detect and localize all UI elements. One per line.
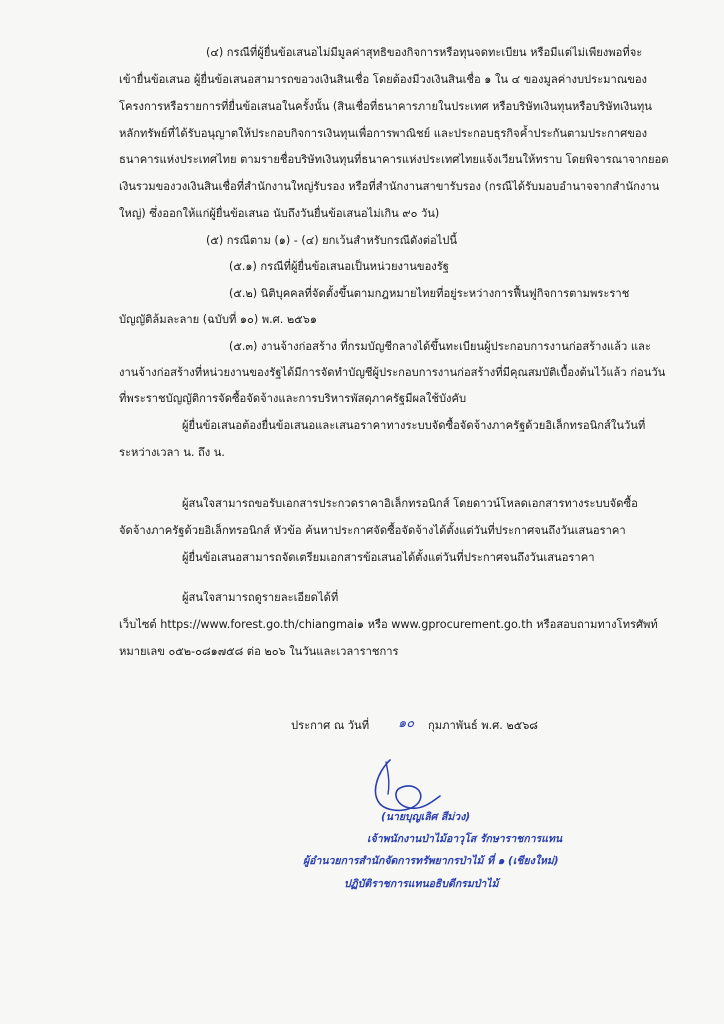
download-line-1: ผู้สนใจสามารถขอรับเอกสารประกวดราคาอิเล็กทรอนิกส์ โดยดาวน์โหลดเอกสารทางระบบจัดซื้อ — [182, 497, 638, 510]
announce-day: ๑๐ — [398, 716, 415, 731]
announce-label: ประกาศ ณ วันที่ — [291, 719, 370, 732]
para5-2-line-1: (๕.๒) นิติบุคคลที่จัดตั้งขึ้นตามกฎหมายไทยที่อยู่ระหว่างการฟื้นฟูกิจการตามพระราช — [229, 287, 630, 300]
signatory-title-3: ปฏิบัติราชการแทนอธิบดีกรมป่าไม้ — [344, 878, 499, 890]
para5-2-line-2: บัญญัติล้มละลาย (ฉบับที่ ๑๐) พ.ศ. ๒๕๖๑ — [119, 313, 317, 326]
para5-3-line-2: งานจ้างก่อสร้างที่หน่วยงานของรัฐได้มีการจัดทำบัญชีผู้ประกอบการงานก่อสร้างที่มีคุณสมบัติเบื้องต้นไว้แล้ว ก่อนวัน — [119, 366, 666, 379]
contact-line-1: ผู้สนใจสามารถดูรายละเอียดได้ที่ — [182, 591, 339, 604]
announce-month-year: กุมภาพันธ์ พ.ศ. ๒๕๖๘ — [428, 719, 538, 732]
para4-line-6: เงินรวมของวงเงินสินเชื่อที่สำนักงานใหญ่รับรอง หรือที่สำนักงานสาขารับรอง (กรณีได้รับมอบอำนาจจากสำนักงาน — [119, 180, 660, 193]
submit-line-1: ผู้ยื่นข้อเสนอต้องยื่นข้อเสนอและเสนอราคาทางระบบจัดซื้อจัดจ้างภาครัฐด้วยอิเล็กทรอนิกส์ในวันที่ — [182, 419, 646, 432]
para5-3-line-3: ที่พระราชบัญญัติการจัดซื้อจัดจ้างและการบริหารพัสดุภาครัฐมีผลใช้บังคับ — [119, 392, 467, 405]
para5-1: (๕.๑) กรณีที่ผู้ยื่นข้อเสนอเป็นหน่วยงานของรัฐ — [229, 260, 449, 273]
contact-line-3: หมายเลข ๐๕๒-๐๘๑๗๕๘ ต่อ ๒๐๖ ในวันและเวลาราชการ — [119, 645, 399, 658]
para4-line-2: เข้ายื่นข้อเสนอ ผู้ยื่นข้อเสนอสามารถขอวงเงินสินเชื่อ โดยต้องมีวงเงินสินเชื่อ ๑ ใน ๔ ของมูลค่างบประมาณของ — [119, 73, 648, 86]
contact-line-2: เว็บไซต์ https://www.forest.go.th/chiangmai๑ หรือ www.gprocurement.go.th หรือสอบถามทางโทรศัพท์ — [119, 618, 658, 631]
para4-line-5: ธนาคารแห่งประเทศไทย ตามรายชื่อบริษัทเงินทุนที่ธนาคารแห่งประเทศไทยแจ้งเวียนให้ทราบ โดยพิจารณาจากยอด — [119, 153, 669, 166]
signatory-name: (นายบุญเลิศ สีม่วง) — [381, 811, 471, 823]
para4-line-1: (๔) กรณีที่ผู้ยื่นข้อเสนอไม่มีมูลค่าสุทธิของกิจการหรือทุนจดทะเบียน หรือมีแต่ไม่เพียงพอที่จะ — [206, 46, 643, 59]
para4-line-4: หลักทรัพย์ที่ได้รับอนุญาตให้ประกอบกิจการเงินทุนเพื่อการพาณิชย์ และประกอบธุรกิจค้ำประกันตามประกาศของ — [119, 127, 648, 140]
para4-line-7: ใหญ่) ซึ่งออกให้แก่ผู้ยื่นข้อเสนอ นับถึงวันยื่นข้อเสนอไม่เกิน ๙๐ วัน) — [119, 207, 440, 220]
submit-line-2: ระหว่างเวลา น. ถึง น. — [119, 446, 225, 459]
para5-3-line-1: (๕.๓) งานจ้างก่อสร้าง ที่กรมบัญชีกลางได้ขึ้นทะเบียนผู้ประกอบการงานก่อสร้างแล้ว และ — [229, 340, 651, 353]
download-line-2: จัดจ้างภาครัฐด้วยอิเล็กทรอนิกส์ หัวข้อ ค้นหาประกาศจัดซื้อจัดจ้างได้ตั้งแต่วันที่ประกาศจนถึงวันเสนอราคา — [119, 524, 626, 537]
download-line-3: ผู้ยื่นข้อเสนอสามารถจัดเตรียมเอกสารข้อเสนอได้ตั้งแต่วันที่ประกาศจนถึงวันเสนอราคา — [182, 551, 595, 564]
para5-heading: (๕) กรณีตาม (๑) - (๔) ยกเว้นสำหรับกรณีดังต่อไปนี้ — [206, 234, 458, 247]
signatory-title-2: ผู้อำนวยการสำนักจัดการทรัพยากรป่าไม้ ที่ ๑ (เชียงใหม่) — [303, 855, 559, 867]
signatory-title-1: เจ้าพนักงานป่าไม้อาวุโส รักษาราชการแทน — [367, 833, 563, 845]
para4-line-3: โครงการหรือรายการที่ยื่นข้อเสนอในครั้งนั้น (สินเชื่อที่ธนาคารภายในประเทศ หรือบริษัทเงินทุนหรือบริษัทเงินทุน — [119, 100, 652, 113]
